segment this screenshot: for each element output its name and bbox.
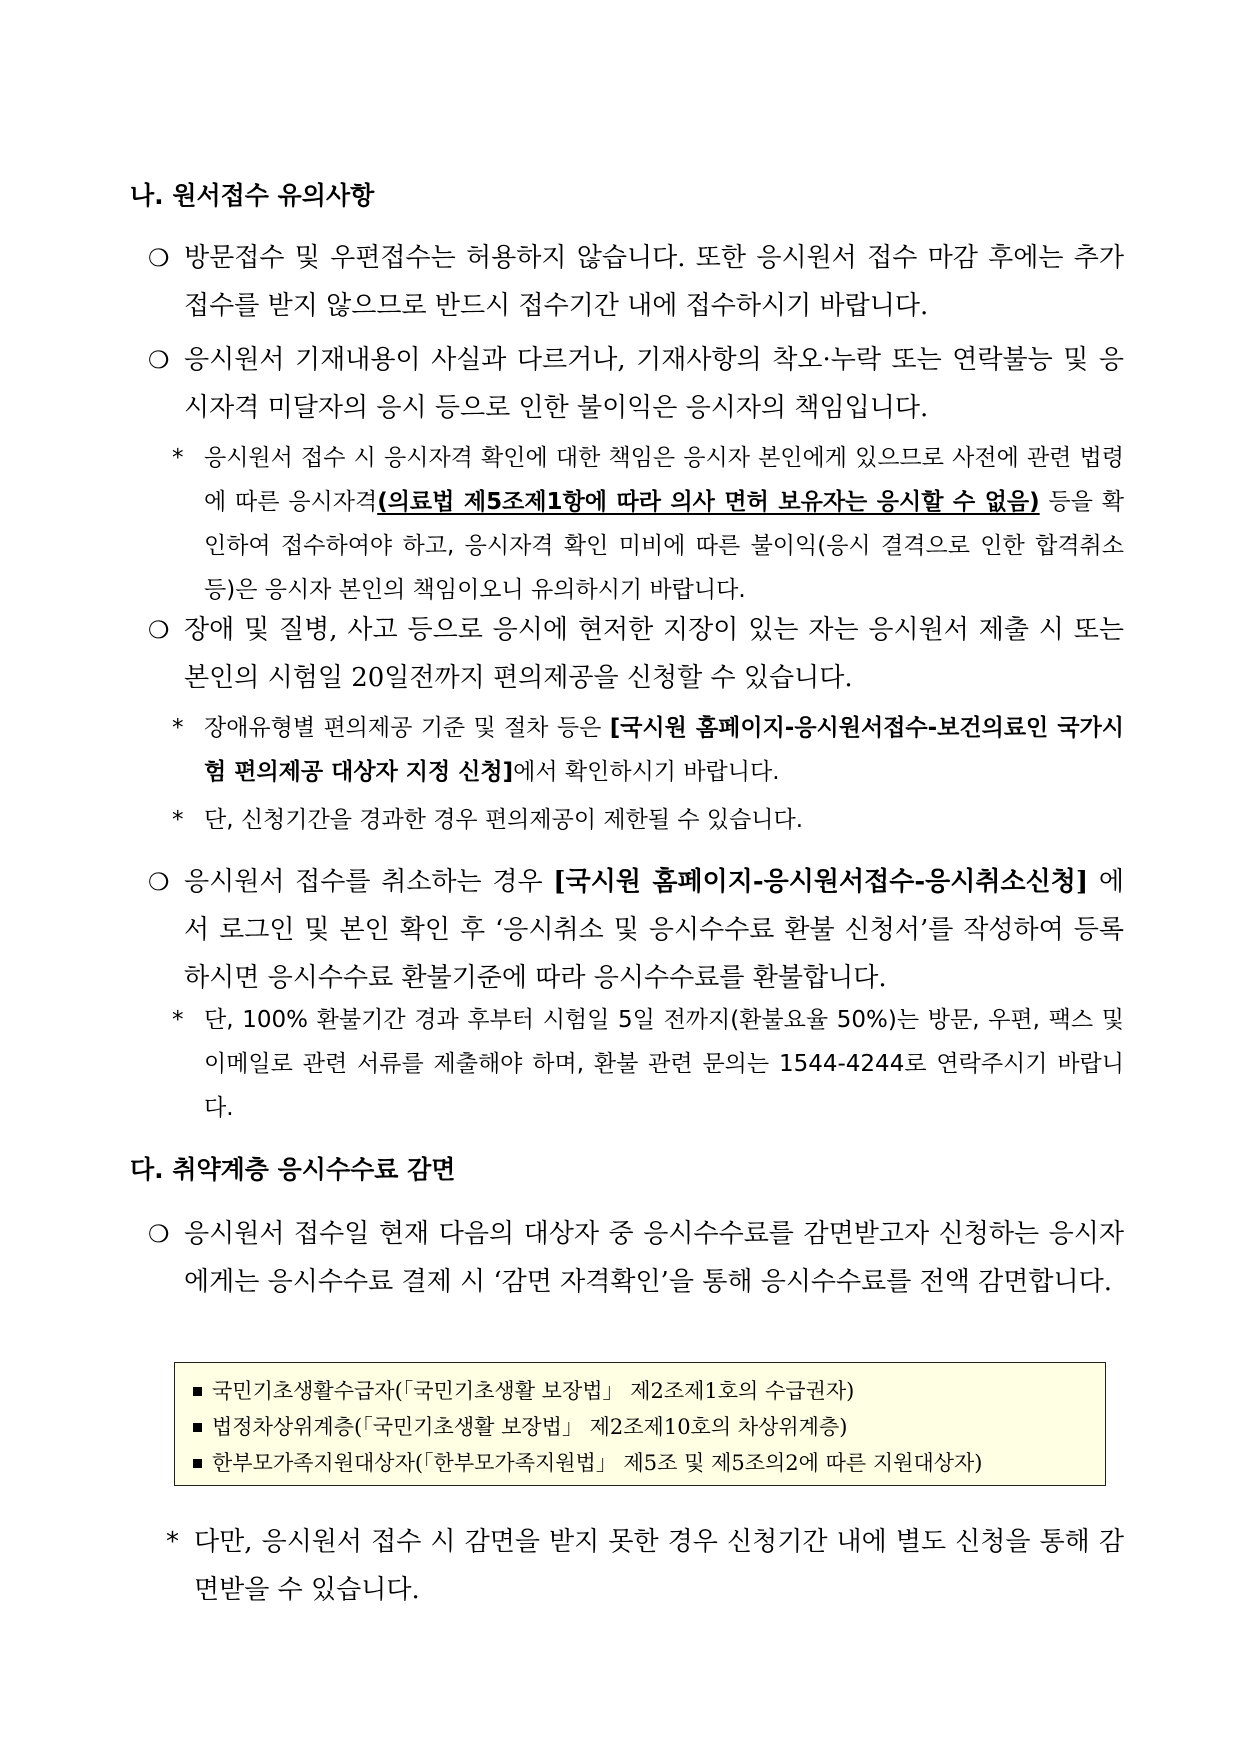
note-item xyxy=(172,798,1124,842)
asterisk-icon: * xyxy=(172,1007,184,1033)
note-text: 단, 100% 환불기간 경과 후부터 시험일 5일 전까지(환불요율 50%)는 방문, 우편, 팩스 및 이메일로 관련 서류를 제출해야 하며, 환불 관련 문의는 1544-4244로 연락주시기 바랍니다. xyxy=(204,1007,1124,1121)
circle-bullet-icon: ❍ xyxy=(148,616,170,644)
note-emphasis: [국시원 홈페이지-응시원서접수-보건의료인 국가시험 편의제공 대상자 지정 신청] xyxy=(204,715,1124,785)
list-item xyxy=(148,1210,1124,1306)
circle-bullet-icon: ❍ xyxy=(148,868,170,896)
item-text: 응시원서 기재내용이 사실과 다르거나, 기재사항의 착오·누락 또는 연락불능 및 응시자격 미달자의 응시 등으로 인한 불이익은 응시자의 책임입니다. xyxy=(184,345,1124,423)
item-text: 방문접수 및 우편접수는 허용하지 않습니다. 또한 응시원서 접수 마감 후에는 추가접수를 받지 않으므로 반드시 접수기간 내에 접수하시기 바랍니다. xyxy=(184,243,1124,321)
asterisk-icon: * xyxy=(172,807,184,833)
item-emphasis: [국시원 홈페이지-응시원서접수-응시취소신청] xyxy=(553,867,1089,897)
asterisk-icon: * xyxy=(172,715,184,741)
note-text-part: 응시원서 접수 시 응시자격 확인에 대한 책임은 응시자 본인에게 있으므로 사전에 관련 법령에 따른 응시자격 xyxy=(204,445,1124,515)
box-item-text: 법정차상위계층(「국민기초생활 보장법」 제2조제10호의 차상위계층) xyxy=(212,1415,848,1439)
note-text-part: 에서 확인하시기 바랍니다. xyxy=(513,759,780,785)
final-note-text: 다만, 응시원서 접수 시 감면을 받지 못한 경우 신청기간 내에 별도 신청을 통해 감면받을 수 있습니다. xyxy=(194,1527,1124,1605)
box-list-item xyxy=(187,1409,1105,1445)
square-bullet-icon xyxy=(193,1387,202,1396)
box-list-item xyxy=(187,1373,1105,1409)
list-item xyxy=(148,234,1124,330)
circle-bullet-icon: ❍ xyxy=(148,1220,170,1248)
note-item xyxy=(172,706,1124,794)
note-text-part: 등을 확인하여 접수하여야 하고, 응시자격 확인 미비에 따른 불이익(응시 결격으로 인한 합격취소 등)은 응시자 본인의 책임이오니 유의하시기 바랍니다. xyxy=(204,489,1124,603)
list-item xyxy=(148,858,1124,1002)
item-text: 장애 및 질병, 사고 등으로 응시에 현저한 지장이 있는 자는 응시원서 제출 시 또는 본인의 시험일 20일전까지 편의제공을 신청할 수 있습니다. xyxy=(184,615,1124,693)
section-heading-na: 나. 원서접수 유의사항 xyxy=(130,181,375,210)
box-list-item xyxy=(187,1445,1105,1481)
box-item-text: 한부모가족지원대상자(「한부모가족지원법」 제5조 및 제5조의2에 따른 지원대상자) xyxy=(212,1451,983,1475)
square-bullet-icon xyxy=(193,1423,202,1432)
final-note xyxy=(166,1518,1124,1614)
note-item xyxy=(172,998,1124,1130)
note-item xyxy=(172,436,1124,612)
note-text-part: 장애유형별 편의제공 기준 및 절차 등은 xyxy=(204,715,610,741)
note-text xyxy=(204,436,1124,612)
circle-bullet-icon: ❍ xyxy=(148,346,170,374)
list-item xyxy=(148,336,1124,432)
note-text xyxy=(204,706,1124,794)
note-emphasis: (의료법 제5조제1항에 따라 의사 면허 보유자는 응시할 수 없음) xyxy=(377,489,1040,515)
note-text: 단, 신청기간을 경과한 경우 편의제공이 제한될 수 있습니다. xyxy=(204,807,804,833)
eligibility-box xyxy=(174,1362,1106,1486)
list-item xyxy=(148,606,1124,702)
item-text-part: 에서 로그인 및 본인 확인 후 ‘응시취소 및 응시수수료 환불 신청서’를 작성하여 등록하시면 응시수수료 환불기준에 따라 응시수수료를 환불합니다. xyxy=(184,867,1124,993)
section-heading-da: 다. 취약계층 응시수수료 감면 xyxy=(130,1155,456,1184)
item-text xyxy=(184,858,1124,1002)
item-text: 응시원서 접수일 현재 다음의 대상자 중 응시수수료를 감면받고자 신청하는 응시자에게는 응시수수료 결제 시 ‘감면 자격확인’을 통해 응시수수료를 전액 감면합니다. xyxy=(184,1219,1124,1297)
square-bullet-icon xyxy=(193,1459,202,1468)
box-item-text: 국민기초생활수급자(「국민기초생활 보장법」 제2조제1호의 수급권자) xyxy=(212,1379,855,1403)
asterisk-icon: * xyxy=(166,1527,179,1557)
item-text-part: 응시원서 접수를 취소하는 경우 xyxy=(184,867,554,897)
asterisk-icon: * xyxy=(172,445,184,471)
circle-bullet-icon: ❍ xyxy=(148,244,170,272)
